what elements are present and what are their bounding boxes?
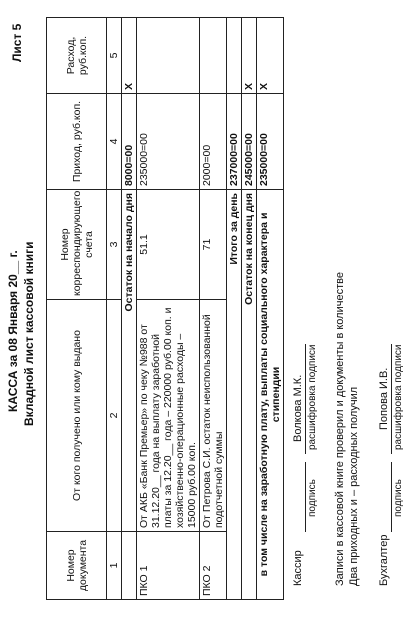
cash-book-table [46,17,284,600]
row-expense [137,18,200,94]
check-note-line-1: Записи в кассовой книге проверил и документы в количестве [334,272,346,586]
document-title: КАССА за 08 Января 20__ г. [6,250,20,412]
including-label: в том числе на заработную плату, выплаты социального характера и стипендии [257,190,284,600]
col-number: 4 [107,94,122,190]
accountant-signature-caption: подпись [393,479,404,517]
daily-total-row [227,18,242,600]
table-row [200,18,227,600]
daily-total-income: 237000=00 [227,94,242,190]
cashier-name: Волкова М.К. [292,374,304,442]
sheet-number: Лист 5 [10,23,24,62]
cashier-decoding-line [305,344,306,454]
closing-balance-income: 245000=00 [242,94,257,190]
row-expense [200,18,227,94]
including-row [257,18,284,600]
empty-cell [122,532,137,600]
row-description: От АКБ «Банк Премьер» по чеку №988 от 31.12.20__ года на выплату заработной платы за 12.20__ года – 220000 руб.00 коп. и хозяйственно-операционные расходы – 15000 руб.00 коп. [137,300,200,532]
row-income: 2000=00 [200,94,227,190]
row-account: 71 [200,190,227,300]
row-account: 51.1 [137,190,200,300]
col-number: 3 [107,190,122,300]
closing-balance-expense: Х [242,18,257,94]
col-number: 5 [107,18,122,94]
closing-balance-label: Остаток на конец дня [242,190,257,600]
document-subtitle: Вкладной лист кассовой книги [22,241,36,426]
accountant-signature-line [391,462,392,532]
accountant-decoding-line [391,344,392,454]
col-number: 1 [107,532,122,600]
table-row [137,18,200,600]
opening-balance-row [122,18,137,600]
accountant-label: Бухгалтер [378,534,390,586]
opening-balance-income: 8000=00 [122,94,137,190]
column-number-row [107,18,122,600]
cashier-signature-caption: подпись [307,479,318,517]
header-account: Номер корреспондирующего счета [47,190,107,300]
col-number: 2 [107,300,122,532]
including-income: 235000=00 [257,94,284,190]
doc-number: ПКО 1 [137,532,200,600]
closing-balance-row [242,18,257,600]
header-income: Приход, руб.коп. [47,94,107,190]
opening-balance-label: Остаток на начало дня [122,190,137,532]
accountant-decoding-caption: расшифровка подписи [393,344,404,450]
cashier-label: Кассир [292,550,304,586]
row-income: 235000=00 [137,94,200,190]
header-row [47,18,107,600]
including-expense: Х [257,18,284,94]
check-note-line-2: Два приходных и – расходных получил [348,386,360,586]
opening-balance-expense: Х [122,18,137,94]
daily-total-label: Итого за день [227,190,242,600]
header-from-whom: От кого получено или кому выдано [47,300,107,532]
cashier-decoding-caption: расшифровка подписи [307,344,318,450]
header-doc-number: Номер документа [47,532,107,600]
header-expense: Расход, руб.коп. [47,18,107,94]
cashier-signature-line [305,462,306,532]
daily-total-expense [227,18,242,94]
doc-number: ПКО 2 [200,532,227,600]
row-description: От Петрова С.И. остаток неиспользованной подотчетной суммы [200,300,227,532]
accountant-name: Попова И.В. [378,367,390,430]
